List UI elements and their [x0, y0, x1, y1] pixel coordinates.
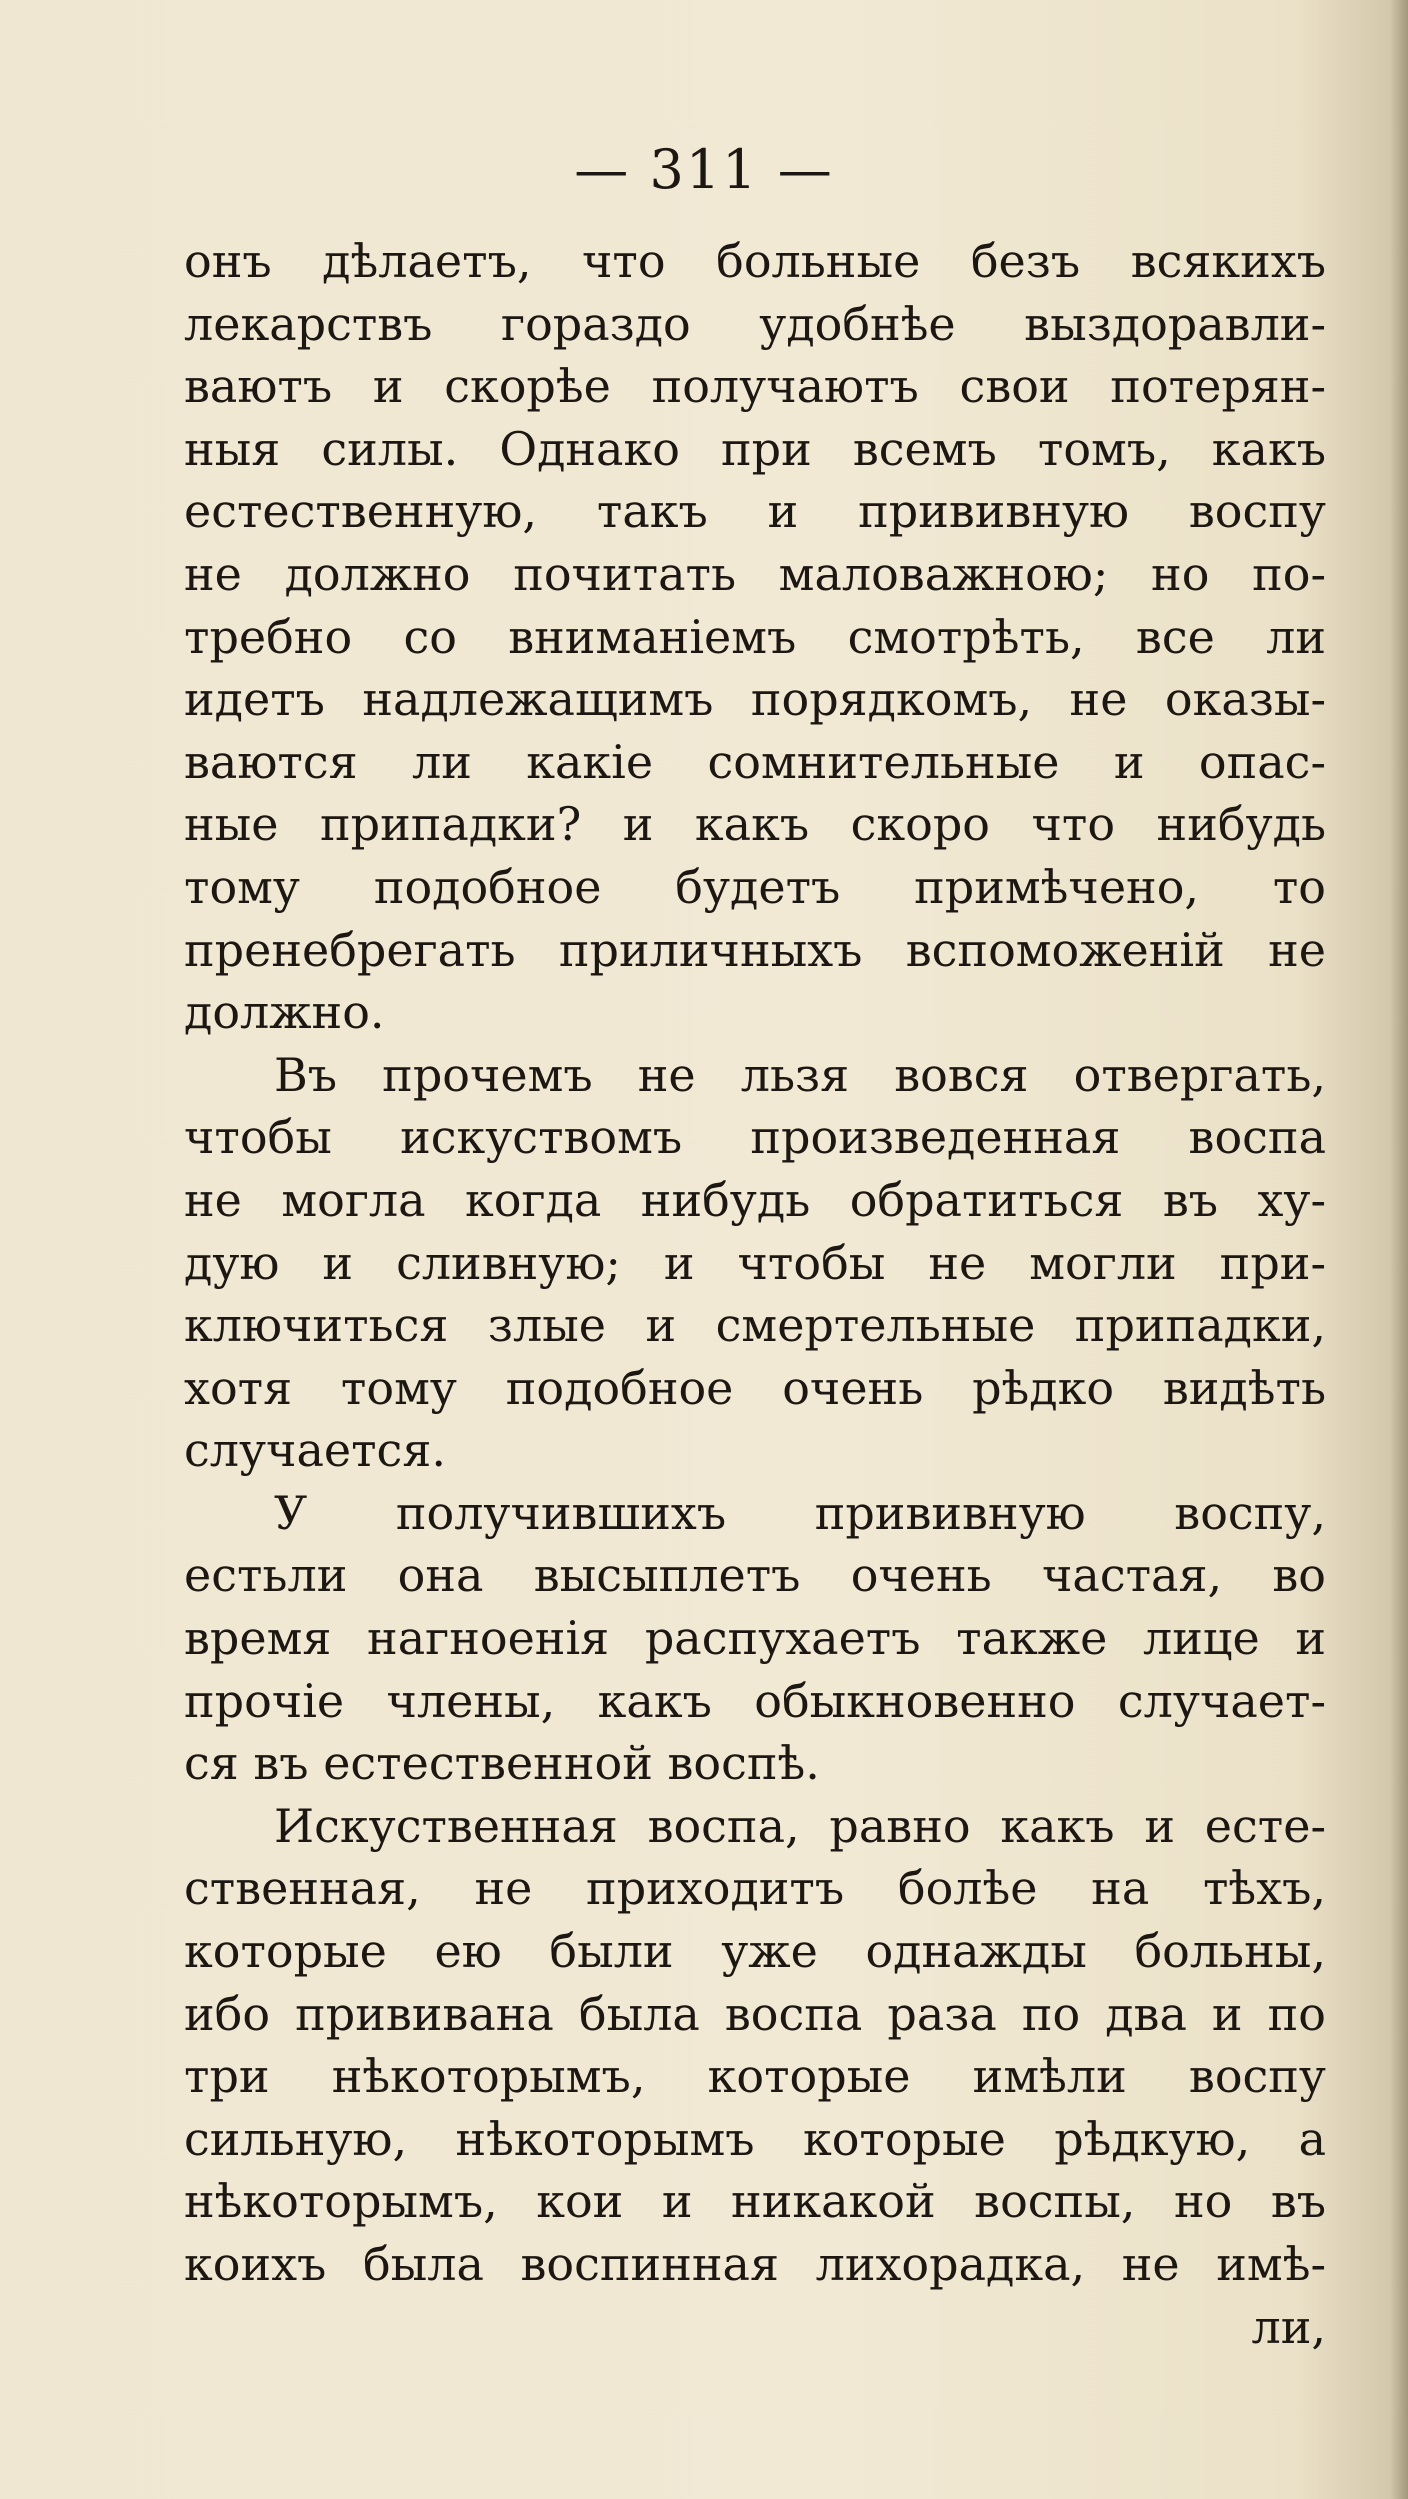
- text-line: не могла когда нибудь обратиться въ ху-: [184, 1172, 1326, 1227]
- text-line: ся въ естественной воспѣ.: [184, 1736, 820, 1791]
- text-line: ключиться злые и смертельные припадки,: [184, 1298, 1326, 1353]
- text-line: ваютъ и скорѣе получаютъ свои потерян-: [184, 359, 1326, 414]
- text-line: которые ею были уже однажды больны,: [184, 1924, 1326, 1979]
- text-line: ныя силы. Однако при всемъ томъ, какъ: [184, 421, 1326, 476]
- text-line: ли,: [1251, 2299, 1326, 2354]
- text-line: чтобы искуствомъ произведенная воспа: [184, 1110, 1326, 1165]
- text-line: коихъ была воспинная лихорадка, не имѣ-: [184, 2237, 1326, 2291]
- text-line: ваются ли какіе сомнительные и опас-: [184, 734, 1326, 789]
- paragraph-start-line: Искуственная воспа, равно какъ и есте-: [274, 1798, 1326, 1853]
- text-line: хотя тому подобное очень рѣдко видѣть: [184, 1360, 1326, 1415]
- paragraph-start-line: У получившихъ прививную воспу,: [274, 1485, 1326, 1540]
- text-line: лекарствъ гораздо удобнѣе выздоравли-: [184, 296, 1326, 351]
- text-line: тому подобное будетъ примѣчено, то: [184, 859, 1326, 914]
- text-line: требно со вниманіемъ смотрѣть, все ли: [184, 609, 1326, 664]
- text-line: ственная, не приходитъ болѣе на тѣхъ,: [184, 1861, 1326, 1916]
- paragraph-start-line: Въ прочемъ не льзя вовся отвергать,: [274, 1047, 1326, 1102]
- text-line: время нагноенія распухаетъ также лице и: [184, 1611, 1326, 1666]
- text-line: естественную, такъ и прививную воспу: [184, 484, 1326, 539]
- text-line: естьли она высыплетъ очень частая, во: [184, 1548, 1326, 1603]
- text-line: онъ дѣлаетъ, что больные безъ всякихъ: [184, 234, 1326, 288]
- text-line: не должно почитать маловажною; но по-: [184, 546, 1326, 601]
- text-line: ные припадки? и какъ скоро что нибудь: [184, 797, 1326, 852]
- text-line: нѣкоторымъ, кои и никакой воспы, но въ: [184, 2174, 1326, 2229]
- text-line: сильную, нѣкоторымъ которые рѣдкую, а: [184, 2111, 1326, 2166]
- text-line: прочіе члены, какъ обыкновенно случает-: [184, 1673, 1326, 1728]
- text-line: пренебрегать приличныхъ вспоможеній не: [184, 922, 1326, 977]
- body-text: [184, 230, 1326, 2358]
- text-line: ибо прививана была воспа раза по два и по: [184, 1986, 1326, 2041]
- text-line: случается.: [184, 1423, 446, 1478]
- page-edge-shadow: [1390, 0, 1408, 2499]
- text-line: три нѣкоторымъ, которые имѣли воспу: [184, 2049, 1326, 2104]
- text-line: должно.: [184, 985, 385, 1040]
- page-number: — 311 —: [574, 138, 834, 201]
- text-line: дую и сливную; и чтобы не могли при-: [184, 1235, 1326, 1290]
- text-line: идетъ надлежащимъ порядкомъ, не оказы-: [184, 672, 1326, 727]
